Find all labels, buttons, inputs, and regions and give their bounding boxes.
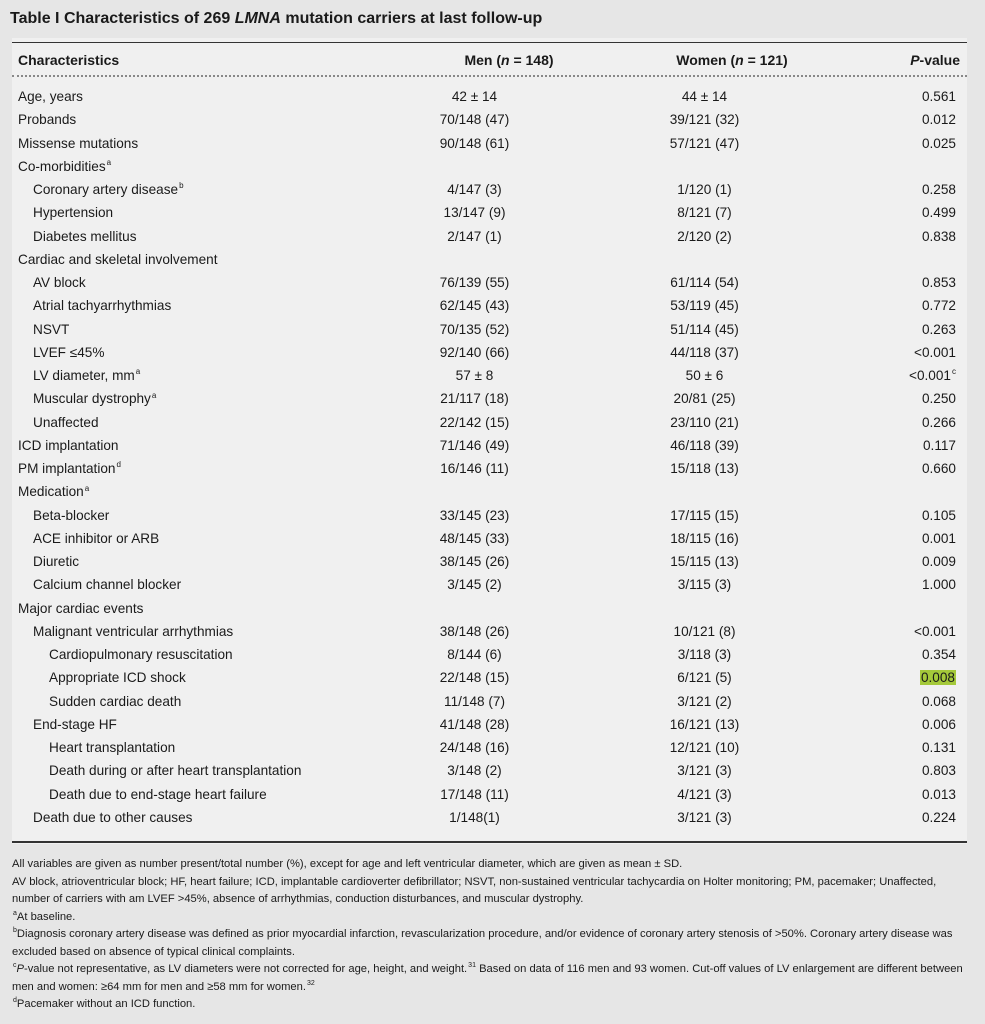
row-label [49,666,186,689]
row-label-text: Atrial tachyarrhythmias [33,298,172,314]
p-value-footnote-mark: c [952,367,956,377]
table-row [12,318,967,341]
cell-p-value [862,108,956,131]
cell-women: 50 ± 6 [685,368,724,383]
footnote-b-text: Diagnosis coronary artery disease was defined as prior myocardial infarction, revascularization procedure, and/or evidence of coronary artery stenosis of >50%. Coronary artery disease was excluded based on absence of typical clinical complaints. [12,928,953,958]
cell-p-value [862,666,956,689]
row-label-text: Hypertension [33,205,114,221]
row-label-text: PM implantation [18,461,116,476]
cell-p-value [862,504,956,527]
p-value-text: 0.012 [921,112,956,128]
cell-p-value [862,294,956,317]
cell-women: 8/121 (7) [677,205,732,221]
p-value-text: 0.561 [921,89,956,104]
cell-women: 15/118 (13) [670,461,739,476]
footnote-c-text2: Based on data of 116 men and 93 women. Cut-off values of LV enlargement are different between men and women: ≥64 mm for men and ≥58 mm for women. [12,963,963,993]
row-label [49,690,181,713]
footnote-d-mark: d [13,997,17,1005]
row-label-text: Calcium channel blocker [33,577,182,593]
cell-men: 3/145 (2) [447,577,502,593]
cell-p-value [862,759,956,782]
row-label [49,736,175,759]
row-label-footnote-mark: a [84,483,90,493]
p-value-text: 1.000 [921,577,956,593]
header-p-value [867,50,960,70]
row-label [18,132,138,155]
cell-p-value [862,387,956,410]
cell-women: 18/115 (16) [670,530,739,546]
table-bottom-rule [12,841,967,843]
header-women-suffix: = 121) [743,52,788,68]
table-row [12,736,967,759]
row-label [33,201,113,224]
cell-p-value [862,736,956,759]
row-label [33,620,233,643]
cell-men: 92/140 (66) [439,344,510,360]
p-value-text: 0.250 [921,391,956,407]
cell-men: 71/146 (49) [439,437,510,453]
characteristics-table [12,38,967,844]
p-value-text: 0.001 [921,530,956,546]
cell-p-value [862,132,956,155]
cell-women: 20/81 (25) [673,391,736,407]
cell-women: 6/121 (5) [677,670,732,686]
footnote-general: All variables are given as number present/total number (%), except for age and left ventricular diameter, which are given as mean ± SD. [12,858,683,870]
row-label-footnote-mark: b [179,181,184,191]
cell-women: 3/115 (3) [677,577,732,593]
table-row [12,690,967,713]
cell-men: 70/148 (47) [439,112,510,128]
p-value-text: 0.009 [921,554,956,569]
footnote-a-mark: a [13,909,17,917]
row-label [33,411,99,434]
cell-women: 44/118 (37) [670,344,739,360]
table-row [12,364,967,387]
row-label [33,225,137,248]
cell-men: 76/139 (55) [439,275,510,290]
row-label-text: NSVT [33,321,70,337]
cell-women: 2/120 (2) [677,228,732,244]
table-row [12,573,967,596]
cell-men: 3/148 (2) [447,763,502,779]
cell-men: 48/145 (33) [439,530,510,546]
cell-men: 16/146 (11) [440,461,509,476]
table-row [12,294,967,317]
table-row [12,504,967,527]
p-value-text: 0.838 [921,228,956,244]
row-label [33,573,181,596]
table-body [12,85,967,829]
table-row [12,783,967,806]
table-row [12,643,967,666]
table-footnotes [12,856,972,1014]
p-value-text: 0.105 [921,507,956,523]
table-row [12,434,967,457]
row-label [49,643,233,666]
row-label-text: Malignant ventricular arrhythmias [33,623,234,639]
p-value-text: 0.224 [921,809,956,825]
row-label [33,364,140,387]
cell-women: 39/121 (32) [669,112,740,128]
row-label-text: Heart transplantation [49,740,176,755]
row-label [33,504,109,527]
cell-p-value [862,178,956,201]
row-label [18,108,76,131]
row-label-text: Major cardiac events [18,600,144,616]
p-value-text: 0.013 [921,786,956,802]
table-row [12,108,967,131]
row-label [33,527,159,550]
table-row [12,597,967,620]
row-label-text: Missense mutations [18,135,139,151]
header-characteristics: Characteristics [18,52,120,68]
title-gene: LMNA [234,10,281,27]
row-label-text: ACE inhibitor or ARB [33,530,160,546]
table-row [12,457,967,480]
cell-p-value [862,806,956,829]
row-label [18,85,83,108]
cell-men: 90/148 (61) [439,135,510,151]
footnote-c-ref1: 31 [468,962,476,970]
header-men-suffix: = 148) [509,52,554,68]
cell-women: 3/121 (3) [677,763,732,779]
row-label [18,480,89,503]
row-label [33,550,79,573]
row-label-text: Age, years [18,89,83,104]
row-label-footnote-mark: a [135,367,141,377]
row-label [18,155,111,178]
table-row [12,85,967,108]
footnote-c-mark: c [13,962,17,970]
cell-women: 46/118 (39) [670,437,739,453]
row-label-text: Death due to end-stage heart failure [49,786,267,802]
row-label [33,806,192,829]
table-row [12,225,967,248]
highlighted-p-value: 0.008 [920,670,955,686]
row-label [18,597,143,620]
row-label-text: Muscular dystrophy [33,391,151,407]
cell-p-value [862,201,956,224]
p-value-text: 0.025 [921,135,956,151]
row-label-text: Probands [18,112,77,128]
row-label-text: ICD implantation [18,437,119,453]
cell-men: 33/145 (23) [439,507,510,523]
table-row [12,341,967,364]
cell-men: 8/144 (6) [447,647,502,662]
cell-men: 2/147 (1) [447,228,502,244]
row-label-text: LV diameter, mm [33,368,135,383]
cell-p-value [862,341,956,364]
p-value-text: 0.499 [921,205,956,221]
cell-p-value [862,457,956,480]
p-value-text: <0.001 [909,368,951,383]
row-label-text: Cardiopulmonary resuscitation [49,647,233,662]
footnote-c-text: -value not representative, as LV diameters were not corrected for age, height, and weight. [23,963,468,975]
cell-women: 53/119 (45) [670,298,739,314]
table-row [12,201,967,224]
cell-men: 38/145 (26) [439,554,510,569]
footnote-a [12,909,972,927]
row-label [18,457,121,480]
p-value-text: 0.660 [921,461,956,476]
cell-women: 15/115 (13) [670,554,739,569]
cell-women: 57/121 (47) [669,135,740,151]
row-label-text: Sudden cardiac death [49,693,182,709]
table-row [12,713,967,736]
footnote-c-ref2: 32 [306,979,315,987]
row-label-footnote-mark: a [151,390,157,400]
cell-p-value [862,225,956,248]
row-label-text: Death due to other causes [33,809,193,825]
table-row [12,178,967,201]
p-value-text: 0.772 [921,298,956,314]
cell-women: 4/121 (3) [677,786,732,802]
cell-men: 42 ± 14 [451,89,498,104]
cell-p-value [862,620,956,643]
cell-men: 11/148 (7) [444,693,505,709]
cell-men: 4/147 (3) [447,182,502,197]
cell-women: 3/121 (3) [677,809,732,825]
row-label-text: Beta-blocker [33,507,110,523]
header-women-prefix: Women ( [676,52,736,68]
p-value-text: <0.001 [914,344,956,360]
header-p-suffix: -value [919,52,960,68]
p-value-text: 0.853 [921,275,956,290]
row-label-text: Death during or after heart transplantation [49,763,302,779]
cell-p-value [862,318,956,341]
cell-women: 3/121 (2) [677,693,732,709]
cell-women: 23/110 (21) [670,414,739,430]
table-row [12,620,967,643]
footnote-a-text: At baseline. [16,910,76,923]
cell-women: 44 ± 14 [681,89,728,104]
row-label [49,759,301,782]
row-label [33,178,184,201]
p-value-text: 0.258 [921,182,956,197]
p-value-text: 0.266 [921,414,956,430]
row-label [33,387,156,410]
p-value-text: <0.001 [914,623,956,639]
cell-women: 10/121 (8) [673,623,736,639]
cell-men: 57 ± 8 [455,368,494,383]
table-row [12,666,967,689]
table-row [12,132,967,155]
table-top-rule [12,42,967,43]
cell-men: 21/117 (18) [440,391,509,407]
cell-p-value [862,643,956,666]
row-label-text: LVEF ≤45% [33,344,105,360]
cell-men: 22/148 (15) [439,670,510,686]
header-men-prefix: Men ( [464,52,501,68]
cell-women: 16/121 (13) [669,716,740,732]
cell-women: 61/114 (54) [670,275,739,290]
p-value-text: 0.006 [921,716,956,732]
table-row [12,411,967,434]
footnote-b-mark: b [13,927,17,935]
cell-men: 24/148 (16) [439,740,510,755]
p-value-text: 0.354 [921,647,956,662]
cell-p-value [862,411,956,434]
footnote-d-text: Pacemaker without an ICD function. [16,998,196,1010]
footnote-d [12,996,972,1014]
cell-men: 13/147 (9) [443,205,506,221]
header-women [652,50,812,70]
title-prefix: Table I Characteristics of 269 [10,10,235,27]
cell-p-value [862,364,956,387]
cell-women: 3/118 (3) [677,647,732,662]
cell-men: 41/148 (28) [439,716,510,732]
row-label-text: Cardiac and skeletal involvement [18,251,218,267]
cell-p-value [862,527,956,550]
table-row [12,271,967,294]
header-p-italic: P [910,52,920,68]
cell-p-value [862,573,956,596]
table-row [12,550,967,573]
table-row [12,480,967,503]
cell-p-value [862,690,956,713]
cell-p-value [862,85,956,108]
cell-women: 1/120 (1) [677,182,732,197]
row-label-text: Diuretic [33,554,80,569]
cell-men: 22/142 (15) [439,414,510,430]
cell-men: 62/145 (43) [439,298,510,314]
row-label-text: Diabetes mellitus [33,228,137,244]
cell-men: 38/148 (26) [439,623,510,639]
table-row [12,806,967,829]
cell-women: 51/114 (45) [670,321,739,337]
row-label-text: Co-morbidities [18,158,106,174]
row-label-text: AV block [33,275,86,290]
footnote-c-italic: P [16,963,24,975]
table-row [12,759,967,782]
p-value-text: 0.263 [921,321,956,337]
table-row [12,527,967,550]
table-row [12,155,967,178]
footnote-b [12,926,972,961]
row-label [49,783,267,806]
p-value-text: 0.068 [921,693,956,709]
cell-p-value [862,434,956,457]
row-label [33,294,171,317]
row-label [18,434,119,457]
cell-men: 1/148(1) [449,809,500,825]
row-label [33,318,69,341]
p-value-text: 0.803 [921,763,956,779]
p-value-text: 0.131 [921,740,956,755]
table-row [12,387,967,410]
table-row [12,248,967,271]
header-men [424,50,594,70]
header-women-n: n [735,52,744,68]
row-label-text: Unaffected [33,414,99,430]
row-label [33,341,104,364]
row-label-footnote-mark: a [106,158,112,168]
row-label-text: Coronary artery disease [33,182,179,197]
row-label-text: Medication [18,484,84,500]
cell-p-value [862,550,956,573]
cell-women: 12/121 (10) [669,740,740,755]
header-dotted-rule [12,75,967,77]
cell-p-value [862,783,956,806]
row-label [33,271,86,294]
cell-men: 70/135 (52) [439,321,510,337]
row-label-text: End-stage HF [33,716,117,732]
row-label-text: Appropriate ICD shock [49,670,186,686]
footnote-c [12,961,972,996]
cell-p-value [862,713,956,736]
p-value-text: 0.117 [922,437,956,453]
cell-men: 17/148 (11) [440,786,509,802]
row-label-footnote-mark: d [116,460,121,470]
footnote-abbreviations: AV block, atrioventricular block; HF, heart failure; ICD, implantable cardioverter defibrillator; NSVT, non-sustained ventricular tachycardia on Holter monitoring; PM, pacemaker; Unaffected, number of carriers with am LVEF >45%, absence of arrhythmias, conduction disturbances, and muscular dystrophy. [12,875,937,905]
header-men-n: n [501,52,510,68]
row-label [33,713,117,736]
row-label [18,248,217,271]
cell-p-value [862,271,956,294]
title-suffix: mutation carriers at last follow-up [280,10,543,27]
table-title [10,8,975,30]
cell-women: 17/115 (15) [670,507,739,523]
